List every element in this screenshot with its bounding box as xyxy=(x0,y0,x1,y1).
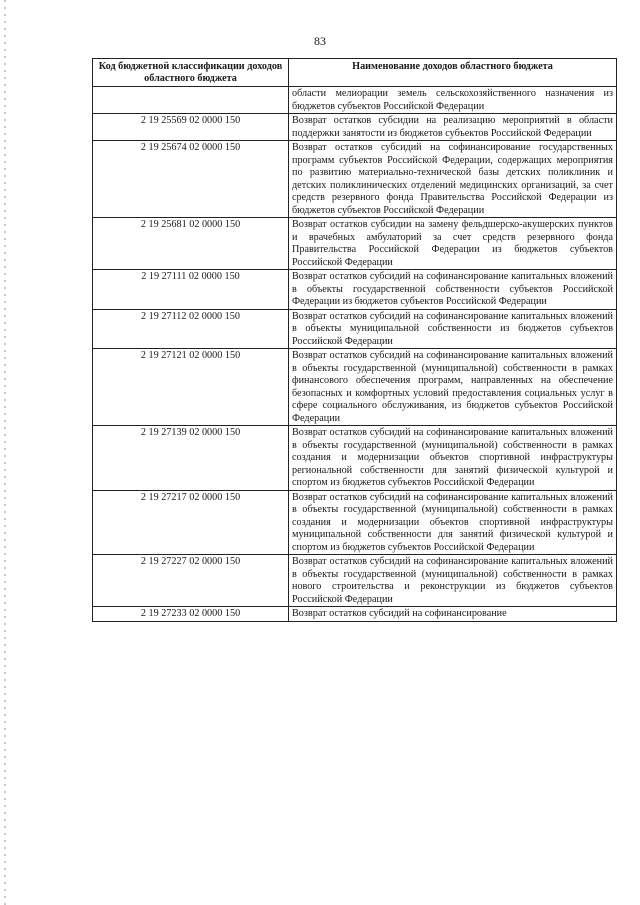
budget-code-cell: 2 19 27112 02 0000 150 xyxy=(93,309,289,349)
table-header-row xyxy=(93,59,617,87)
income-name-cell: Возврат остатков субсидий на софинансирование капитальных вложений в объекты муниципальной собственности из бюджетов субъектов Российской Федерации xyxy=(289,309,617,349)
income-name-cell: Возврат остатков субсидий на софинансирование капитальных вложений в объекты государственной собственности субъектов Российской Федерации из бюджетов субъектов Российской Федерации xyxy=(289,270,617,310)
budget-code-cell: 2 19 27233 02 0000 150 xyxy=(93,607,289,622)
income-name-cell: Возврат остатков субсидий на софинансирование капитальных вложений в объекты государственной (муниципальной) собственности в рамках создания и модернизации объектов спортивной инфраструктуры муниципальной собственности для занятий физической культурой и спортом из бюджетов субъектов Российской Федерации xyxy=(289,490,617,555)
income-name-cell: Возврат остатков субсидий на софинансирование xyxy=(289,607,617,622)
table-row xyxy=(93,555,617,607)
page-number: 83 xyxy=(314,34,326,48)
income-name-cell: Возврат остатков субсидий на софинансирование капитальных вложений в объекты государственной (муниципальной) собственности в рамках нового строительства и реконструкции из бюджетов субъектов Российской Федерации xyxy=(289,555,617,607)
income-name-cell: Возврат остатков субсидий на софинансирование государственных программ субъектов Российской Федерации, содержащих мероприятия по развитию материально-технической базы детских поликлиник и детских поликлинических отделений медицинских организаций, за счет средств резервного фонда Правительства Российской Федерации из бюджетов субъектов Российской Федерации xyxy=(289,141,617,218)
table-row xyxy=(93,607,617,622)
table-row xyxy=(93,141,617,218)
budget-code-cell: 2 19 27111 02 0000 150 xyxy=(93,270,289,310)
income-name-cell: Возврат остатков субсидий на софинансирование капитальных вложений в объекты государственной (муниципальной) собственности в рамках финансового обеспечения программ, направленных на обеспечение безопасных и комфортных условий предоставления социальных услуг в сфере социального обслуживания, из бюджетов субъектов Российской Федерации xyxy=(289,349,617,426)
budget-code-cell: 2 19 27139 02 0000 150 xyxy=(93,426,289,491)
table-row xyxy=(93,490,617,555)
income-name-cell: области мелиорации земель сельскохозяйственного назначения из бюджетов субъектов Российской Федерации xyxy=(289,87,617,114)
header-code: Код бюджетной классификации доходов областного бюджета xyxy=(93,59,289,87)
table-row xyxy=(93,87,617,114)
table-row xyxy=(93,426,617,491)
income-name-cell: Возврат остатков субсидии на замену фельдшерско-акушерских пунктов и врачебных амбулаторий за счет средств резервного фонда Правительства Российской Федерации из бюджетов субъектов Российской Федерации xyxy=(289,218,617,270)
budget-classification-table xyxy=(92,58,617,622)
table-row xyxy=(93,309,617,349)
budget-code-cell: 2 19 27121 02 0000 150 xyxy=(93,349,289,426)
budget-code-cell: 2 19 25674 02 0000 150 xyxy=(93,141,289,218)
budget-code-cell xyxy=(93,87,289,114)
table-row xyxy=(93,349,617,426)
table-row xyxy=(93,114,617,141)
budget-code-cell: 2 19 25569 02 0000 150 xyxy=(93,114,289,141)
budget-code-cell: 2 19 27217 02 0000 150 xyxy=(93,490,289,555)
table-row xyxy=(93,270,617,310)
table-row xyxy=(93,218,617,270)
income-name-cell: Возврат остатков субсидии на реализацию мероприятий в области поддержки занятости из бюджетов субъектов Российской Федерации xyxy=(289,114,617,141)
scan-edge-marks xyxy=(4,0,6,905)
header-name: Наименование доходов областного бюджета xyxy=(289,59,617,87)
table-body xyxy=(93,87,617,622)
budget-code-cell: 2 19 27227 02 0000 150 xyxy=(93,555,289,607)
income-name-cell: Возврат остатков субсидий на софинансирование капитальных вложений в объекты государственной (муниципальной) собственности в рамках создания и модернизации объектов спортивной инфраструктуры региональной собственности для занятий физической культурой и спортом из бюджетов субъектов Российской Федерации xyxy=(289,426,617,491)
budget-code-cell: 2 19 25681 02 0000 150 xyxy=(93,218,289,270)
